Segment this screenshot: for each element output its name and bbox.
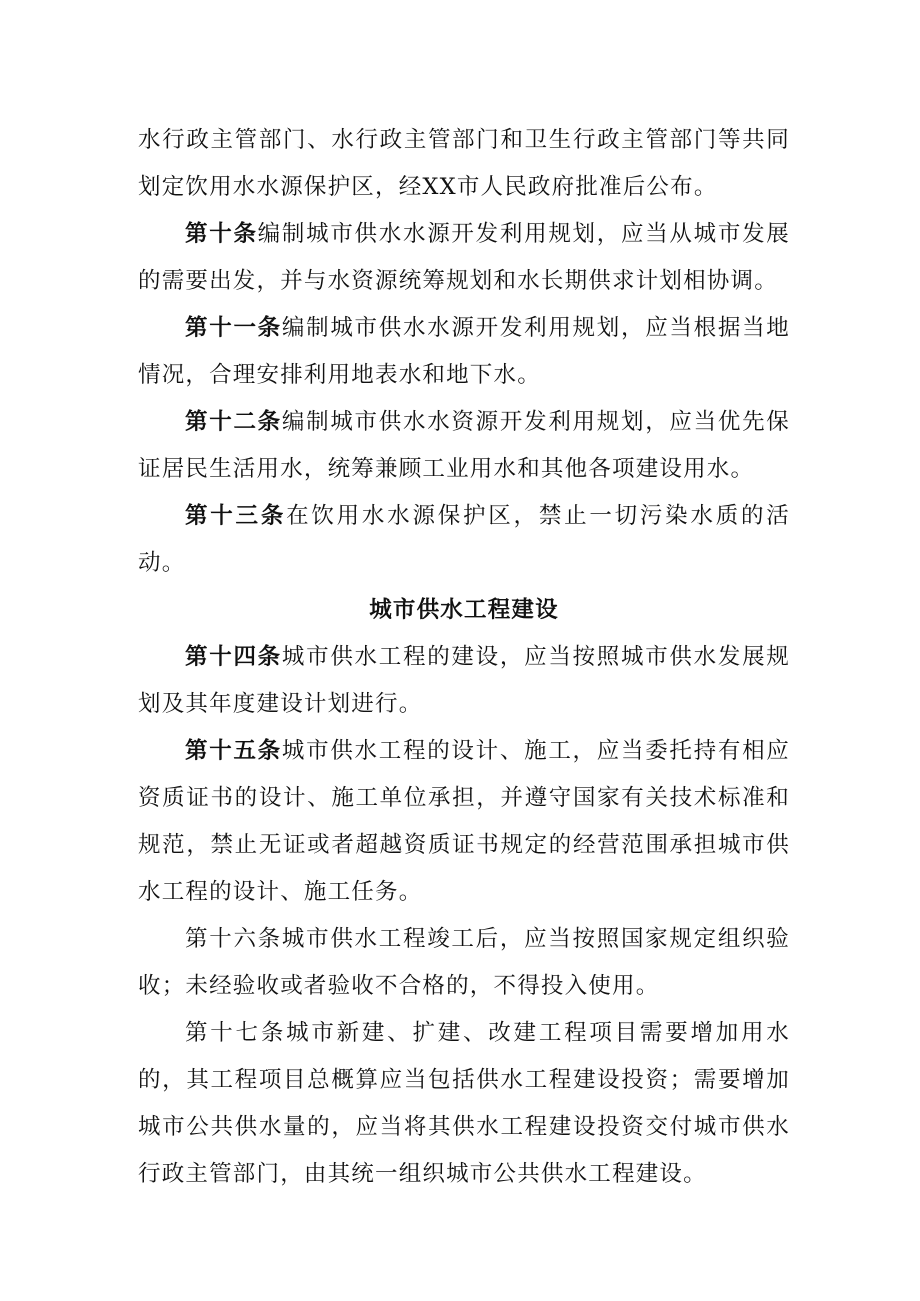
article-number: 第十四条 bbox=[185, 644, 282, 670]
article-number: 第十一条 bbox=[185, 315, 282, 341]
article-number: 第十条 bbox=[185, 221, 258, 247]
article-number: 第十五条 bbox=[185, 738, 282, 764]
article-text: 编制城市供水水源开发利用规划，应当根据当地情况，合理安排利用地表水和地下水。 bbox=[138, 315, 790, 388]
article-13 bbox=[138, 493, 790, 587]
article-text: 城市供水工程的建设，应当按照城市供水发展规划及其年度建设计划进行。 bbox=[138, 644, 790, 717]
paragraph-continuation bbox=[138, 117, 790, 211]
article-number: 第十三条 bbox=[185, 503, 287, 529]
article-11 bbox=[138, 305, 790, 399]
article-text: 第十七条城市新建、扩建、改建工程项目需要增加用水的，其工程项目总概算应当包括供水工程建设投资；需要增加城市公共供水量的，应当将其供水工程建设投资交付城市供水行政主管部门，由其统一组织城市公共供水工程建设。 bbox=[138, 1020, 790, 1187]
paragraph-text: 水行政主管部门、水行政主管部门和卫生行政主管部门等共同划定饮用水水源保护区，经XX市人民政府批准后公布。 bbox=[138, 127, 790, 200]
section-title: 城市供水工程建设 bbox=[369, 597, 559, 623]
article-16 bbox=[138, 916, 790, 1010]
article-15 bbox=[138, 728, 790, 916]
article-text: 第十六条城市供水工程竣工后，应当按照国家规定组织验收；未经验收或者验收不合格的，不得投入使用。 bbox=[138, 926, 790, 999]
article-text: 编制城市供水水资源开发利用规划，应当优先保证居民生活用水，统筹兼顾工业用水和其他各项建设用水。 bbox=[138, 409, 790, 482]
article-text: 在饮用水水源保护区，禁止一切污染水质的活动。 bbox=[138, 503, 790, 576]
article-text: 编制城市供水水源开发利用规划，应当从城市发展的需要出发，并与水资源统筹规划和水长期供求计划相协调。 bbox=[138, 221, 790, 294]
article-number: 第十二条 bbox=[185, 409, 282, 435]
article-14 bbox=[138, 634, 790, 728]
article-17 bbox=[138, 1010, 790, 1198]
document-page bbox=[138, 117, 790, 1198]
article-10 bbox=[138, 211, 790, 305]
article-text: 城市供水工程的设计、施工，应当委托持有相应资质证书的设计、施工单位承担，并遵守国家有关技术标准和规范，禁止无证或者超越资质证书规定的经营范围承担城市供水工程的设计、施工任务。 bbox=[138, 738, 790, 905]
article-12 bbox=[138, 399, 790, 493]
